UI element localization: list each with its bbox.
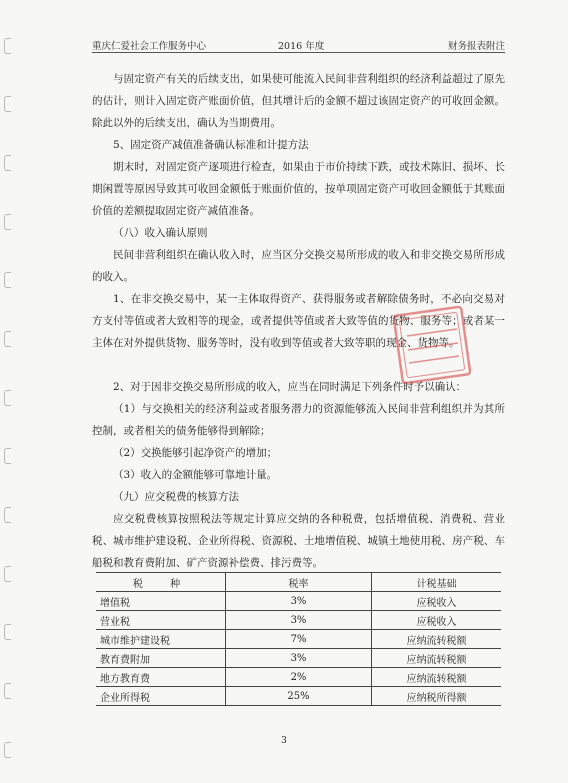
- binder-hole: [4, 448, 11, 464]
- table-row: [96, 592, 501, 611]
- tax-rate: 3%: [226, 649, 372, 668]
- official-seal-stamp: [393, 306, 471, 384]
- condition-2: （2）交换能够引起净资产的增加；: [113, 447, 278, 459]
- tax-rate: 2%: [226, 668, 372, 687]
- binder-hole: [4, 331, 11, 347]
- paragraph-revenue-principle: 民间非营利组织在确认收入时，应当区分交换交易所形成的收入和非交换交易所形成的收入。: [92, 249, 505, 283]
- header-year: 2016 年度: [278, 41, 325, 52]
- tax-name: 教育费附加: [96, 649, 226, 668]
- table-row: [96, 630, 501, 649]
- paragraph-non-exchange: 1、在非交换交易中，某一主体取得资产、获得服务或者解除债务时，不必向交易对方支付等值或者大致相等的现金，或者提供等值或者大致等值的货物、服务等；或者某一主体在对外提供货物、服务等时，没有收到等值或者大致等职的现金、货物等。: [92, 293, 505, 349]
- tax-table-header-rate: 税率: [226, 573, 372, 592]
- tax-rate: 3%: [226, 611, 372, 630]
- header-org: 重庆仁爱社会工作服务中心: [92, 41, 207, 52]
- binder-hole: [4, 38, 11, 54]
- table-row: [96, 649, 501, 668]
- binder-hole: [4, 566, 11, 582]
- tax-table-header: [96, 573, 501, 592]
- binder-holes: [0, 0, 16, 783]
- paragraph-subsequent-expenditure: 与固定资产有关的后续支出，如果使可能流入民间非营利组织的经济利益超过了原先的估计，则计入固定资产账面价值，但其增计后的金额不超过该固定资产的可收回金额。除此以外的后续支出，确认为当期费用。: [92, 73, 505, 129]
- tax-basis: 应纳流转税额: [372, 630, 502, 649]
- tax-table: [96, 572, 501, 706]
- tax-basis: 应纳流转税额: [372, 649, 502, 668]
- tax-name: 城市维护建设税: [96, 630, 226, 649]
- table-row: [96, 687, 501, 706]
- paragraph-taxes: 应交税费核算按照税法等规定计算应交纳的各种税费，包括增值税、消费税、营业税、城市维护建设税、企业所得税、资源税、土地增值税、城镇土地使用税、房产税、车船税和教育费附加、矿产资源补偿费、排污费等。: [92, 513, 505, 569]
- tax-name: 地方教育费: [96, 668, 226, 687]
- page-header: [92, 36, 505, 53]
- tax-table-header-type: 税 种: [96, 573, 226, 592]
- condition-1: （1）与交换相关的经济利益或者服务潜力的资源能够流入民间非营利组织并为其所控制，或者相关的债务能够得到解除；: [92, 403, 505, 437]
- table-row: [96, 611, 501, 630]
- table-row: [96, 668, 501, 687]
- binder-hole: [4, 214, 11, 230]
- paragraph-recognition-conditions: 2、对于因非交换交易所形成的收入，应当在同时满足下列条件时予以确认：: [113, 381, 467, 393]
- section-heading-revenue: （八）收入确认原则: [113, 227, 208, 239]
- page-number: 3: [281, 736, 287, 746]
- binder-hole: [4, 96, 11, 112]
- binder-hole: [4, 624, 11, 640]
- header-doc-type: 财务报表附注: [447, 41, 505, 52]
- binder-hole: [4, 683, 11, 699]
- tax-basis: 应税收入: [372, 611, 502, 630]
- section-heading-taxes: （九）应交税费的核算方法: [113, 491, 239, 503]
- tax-rate: 25%: [226, 687, 372, 706]
- binder-hole: [4, 155, 11, 171]
- tax-table-header-basis: 计税基础: [372, 573, 502, 592]
- tax-basis: 应纳税所得额: [372, 687, 502, 706]
- tax-name: 营业税: [96, 611, 226, 630]
- binder-hole: [4, 390, 11, 406]
- condition-3: （3）收入的金额能够可靠地计量。: [113, 469, 278, 481]
- tax-basis: 应税收入: [372, 592, 502, 611]
- binder-hole: [4, 272, 11, 288]
- section-heading-impairment: 5、固定资产减值准备确认标准和计提方法: [113, 139, 309, 151]
- binder-hole: [4, 507, 11, 523]
- tax-rate: 7%: [226, 630, 372, 649]
- tax-name: 企业所得税: [96, 687, 226, 706]
- tax-basis: 应纳流转税额: [372, 668, 502, 687]
- tax-name: 增值税: [96, 592, 226, 611]
- tax-rate: 3%: [226, 592, 372, 611]
- paragraph-impairment: 期末时，对固定资产逐项进行检查，如果由于市价持续下跌，或技术陈旧、损坏、长期闲置等原因导致其可收回金额低于账面价值的，按单项固定资产可收回金额低于其账面价值的差额提取固定资产减值准备。: [92, 161, 505, 217]
